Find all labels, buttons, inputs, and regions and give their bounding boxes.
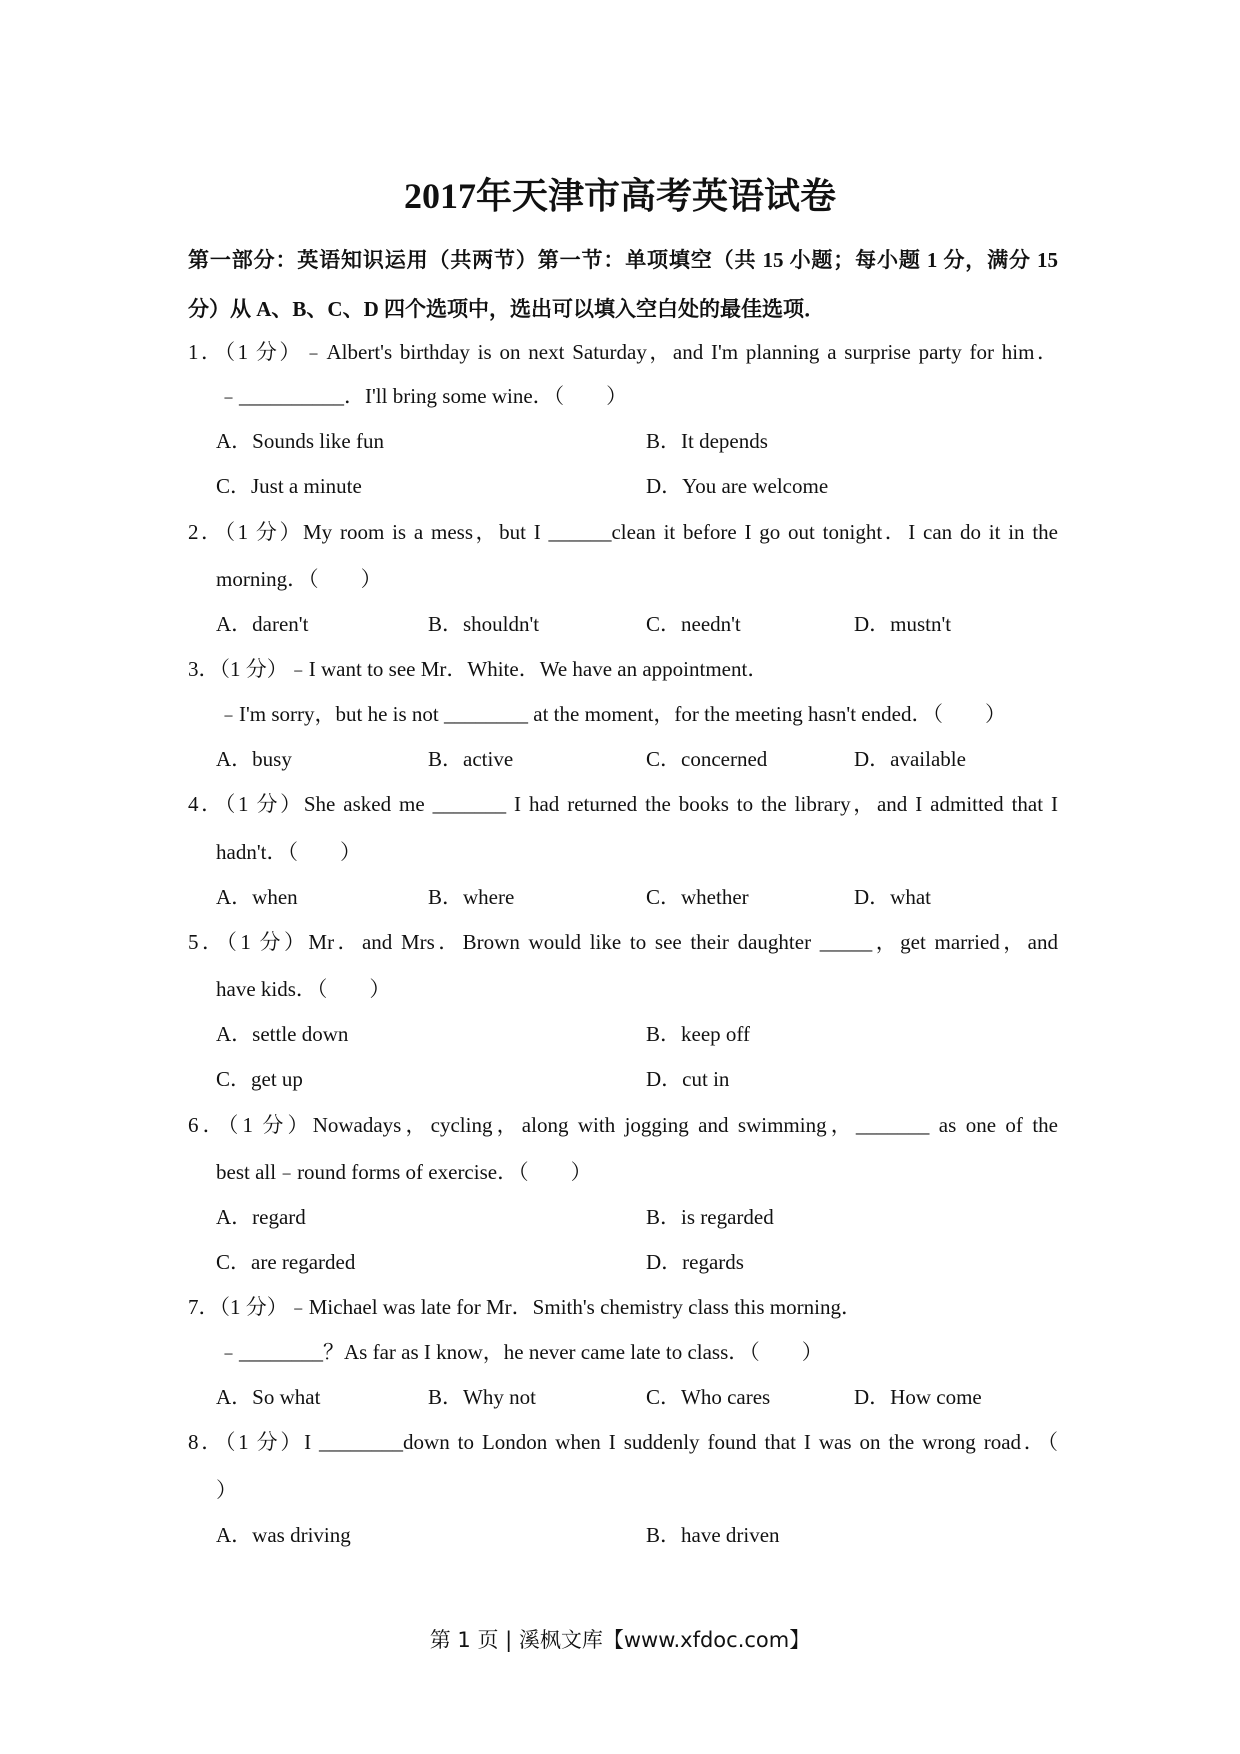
question-3-option-c: C．concerned	[646, 747, 768, 771]
question-2-option-d: D．mustn't	[854, 612, 952, 636]
question-3-line-2: ﹣I'm sorry，but he is not ________ at the moment，for the meeting hasn't ended．（ ）	[218, 702, 1006, 726]
question-1-option-b: B．It depends	[646, 429, 768, 453]
question-5-option-b: B．keep off	[646, 1022, 751, 1046]
question-5-option-a: A．settle down	[216, 1022, 349, 1046]
question-4-line-2: hadn't．（ ）	[216, 840, 361, 864]
question-4-option-d: D．what	[854, 885, 931, 909]
question-5-line-1: 5．（1 分）Mr．and Mrs．Brown would like to see their daughter _____，get married，and	[188, 930, 1058, 954]
question-6-option-d: D．regards	[646, 1250, 744, 1274]
question-6-option-a: A．regard	[216, 1205, 306, 1229]
question-7-line-2: ﹣________？As far as I know，he never came late to class．（ ）	[218, 1340, 823, 1364]
question-3-line-1: 3．（1 分）﹣I want to see Mr．White．We have an appointment．	[188, 657, 769, 681]
question-8-line-2: ）	[216, 1478, 237, 1502]
question-3-option-b: B．active	[428, 747, 514, 771]
question-1-line-2: ﹣__________．I'll bring some wine．（ ）	[218, 384, 628, 408]
question-5-line-2: have kids．（ ）	[216, 977, 391, 1001]
question-2-line-1: 2．（1 分）My room is a mess，but I ______clean it before I go out tonight．I can do it in the	[188, 520, 1058, 544]
question-2-option-c: C．needn't	[646, 612, 741, 636]
question-7-option-b: B．Why not	[428, 1385, 536, 1409]
question-1-line-1: 1．（1 分）﹣Albert's birthday is on next Saturday，and I'm planning a surprise party for him．	[188, 340, 1058, 364]
question-1-option-d: D．You are welcome	[646, 474, 829, 498]
question-2-option-a: A．daren't	[216, 612, 309, 636]
question-5-option-c: C．get up	[216, 1067, 303, 1091]
question-7-option-d: D．How come	[854, 1385, 982, 1409]
question-2-option-b: B．shouldn't	[428, 612, 540, 636]
question-1-option-a: A．Sounds like fun	[216, 429, 384, 453]
question-4-line-1: 4．（1 分）She asked me _______ I had returned the books to the library，and I admitted that I	[188, 792, 1058, 816]
question-6-option-b: B．is regarded	[646, 1205, 774, 1229]
question-4-option-b: B．where	[428, 885, 515, 909]
question-3-option-a: A．busy	[216, 747, 292, 771]
question-7-option-c: C．Who cares	[646, 1385, 771, 1409]
question-5-option-d: D．cut in	[646, 1067, 730, 1091]
question-7-option-a: A．So what	[216, 1385, 321, 1409]
question-4-option-c: C．whether	[646, 885, 749, 909]
question-4-option-a: A．when	[216, 885, 298, 909]
question-6-option-c: C．are regarded	[216, 1250, 356, 1274]
question-6-line-1: 6．（1 分）Nowadays，cycling，along with jogging and swimming，_______ as one of the	[188, 1113, 1058, 1137]
question-8-line-1: 8．（1 分）I ________down to London when I suddenly found that I was on the wrong road．（	[188, 1430, 1058, 1454]
page-footer: 第 1 页 | 溪枫文库【www.xfdoc.com】	[429, 1628, 811, 1652]
question-6-line-2: best all﹣round forms of exercise．（ ）	[216, 1160, 592, 1184]
question-3-option-d: D．available	[854, 747, 966, 771]
question-7-line-1: 7．（1 分）﹣Michael was late for Mr．Smith's chemistry class this morning．	[188, 1295, 862, 1319]
question-1-option-c: C．Just a minute	[216, 474, 362, 498]
section-header: 第一部分：英语知识运用（共两节）第一节：单项填空（共 15 小题；每小题 1 分，满分 15 分）从 A、B、C、D 四个选项中，选出可以填入空白处的最佳选项．	[188, 248, 1058, 321]
page-title: 2017年天津市高考英语试卷	[403, 176, 836, 216]
question-2-line-2: morning．（ ）	[216, 567, 382, 591]
question-8-option-a: A．was driving	[216, 1523, 351, 1547]
question-8-option-b: B．have driven	[646, 1523, 780, 1547]
